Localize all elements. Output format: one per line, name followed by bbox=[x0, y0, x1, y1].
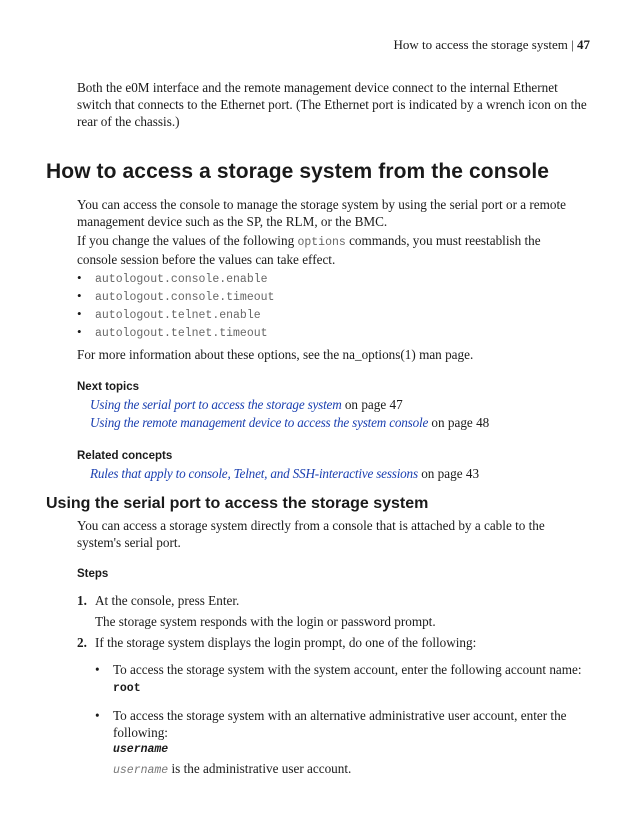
sub-bullet-2-text: To access the storage system with an alternative administrative user account, enter the following: bbox=[113, 708, 567, 740]
root-code: root bbox=[113, 682, 141, 695]
username-code: username bbox=[113, 743, 169, 756]
running-header bbox=[394, 37, 590, 53]
link-page-ref: on page 48 bbox=[428, 415, 490, 430]
bullet-icon: • bbox=[77, 324, 82, 339]
bullet-text: autologout.console.timeout bbox=[95, 291, 275, 304]
sub-bullet-icon: • bbox=[95, 708, 100, 723]
paragraph-2-before: If you change the values of the following bbox=[77, 233, 298, 248]
step-number: 1. bbox=[77, 593, 87, 608]
options-code: options bbox=[297, 236, 346, 249]
related-concepts-label: Related concepts bbox=[77, 450, 173, 462]
section-heading-serial-port: Using the serial port to access the storage system bbox=[46, 495, 429, 512]
link-page-ref: on page 47 bbox=[341, 397, 403, 412]
related-link-session-rules[interactable]: Rules that apply to console, Telnet, and SSH-interactive sessions bbox=[90, 466, 418, 481]
link-page-ref: on page 43 bbox=[417, 466, 480, 481]
list-item bbox=[77, 323, 274, 341]
intro-paragraph: Both the e0M interface and the remote management device connect to the internal Ethernet switch that connects to the Ethernet port. (The Ethernet port is indicated by a wrench icon on the rear of the chassis.) bbox=[77, 80, 587, 129]
list-item bbox=[77, 269, 274, 287]
header-title: How to access the storage system bbox=[393, 37, 568, 52]
console-paragraph-1: You can access the console to manage the storage system by using the serial port or a remote management device such as the SP, the RLM, or the BMC. bbox=[77, 197, 567, 229]
bullet-icon: • bbox=[77, 288, 82, 303]
header-separator: | bbox=[571, 37, 574, 52]
sub-bullet-1-text: To access the storage system with the system account, enter the following account name: bbox=[113, 662, 582, 677]
page-number: 47 bbox=[577, 37, 590, 52]
steps-label: Steps bbox=[77, 568, 109, 580]
list-item bbox=[77, 305, 274, 323]
bullet-text: autologout.console.enable bbox=[95, 273, 268, 286]
related-link-row bbox=[90, 465, 479, 482]
next-topic-link-remote-management[interactable]: Using the remote management device to access the system console bbox=[90, 415, 429, 430]
step-number: 2. bbox=[77, 635, 87, 650]
bullet-text: autologout.telnet.enable bbox=[95, 309, 261, 322]
section-heading-console: How to access a storage system from the console bbox=[46, 160, 550, 183]
next-topics-label: Next topics bbox=[77, 381, 139, 393]
list-item bbox=[77, 287, 274, 305]
step-1-result: The storage system responds with the login or password prompt. bbox=[95, 614, 436, 629]
next-topic-link-row bbox=[90, 414, 489, 431]
username-note-text: is the administrative user account. bbox=[168, 761, 352, 776]
console-paragraph-3: For more information about these options, see the na_options(1) man page. bbox=[77, 347, 474, 362]
step-2 bbox=[77, 634, 87, 651]
step-1-text: At the console, press Enter. bbox=[95, 593, 240, 608]
username-note bbox=[113, 760, 351, 779]
console-paragraph-2 bbox=[77, 232, 577, 268]
bullet-icon: • bbox=[77, 306, 82, 321]
serial-port-paragraph: You can access a storage system directly from a console that is attached by a cable to the system's serial port. bbox=[77, 518, 545, 550]
options-bullet-list bbox=[77, 269, 274, 341]
step-1 bbox=[77, 592, 87, 609]
next-topic-link-serial-port[interactable]: Using the serial port to access the storage system bbox=[90, 397, 342, 412]
bullet-icon: • bbox=[77, 270, 82, 285]
username-note-code: username bbox=[113, 764, 169, 777]
sub-bullet-icon: • bbox=[95, 662, 100, 677]
paragraph-2-after: commands, you must reestablish the console session before the values can take effect. bbox=[77, 233, 541, 267]
bullet-text: autologout.telnet.timeout bbox=[95, 327, 268, 340]
step-2-text: If the storage system displays the login prompt, do one of the following: bbox=[95, 635, 477, 650]
next-topic-link-row bbox=[90, 396, 403, 413]
